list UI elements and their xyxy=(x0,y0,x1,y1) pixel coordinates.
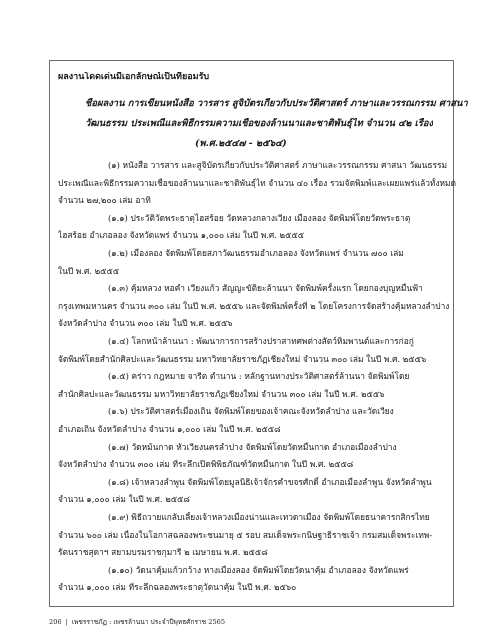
body-line: ในปี พ.ศ. ๒๕๕๕ xyxy=(58,265,120,276)
section-title: ผลงานโดดเด่นมีเอกลักษณ์เป็นที่ยอมรับ xyxy=(58,72,210,82)
body-line: (๑.๖) ประวัติศาสตร์เมืองเถิน จัดพิมพ์โดยของเจ้าคณะจังหวัดลำปาง และวัดเวียง xyxy=(108,406,394,417)
body-line: (๑.๑๐) วัดนาคุ้มแก้วกว้าง หางเมืองลอง จัดพิมพ์โดยวัดนาคุ้ม อำเภอลอง จังหวัดแพร่ xyxy=(108,564,409,575)
body-line: รัตนราชสุดาฯ สยามบรมราชกุมารี ๒ เมษายน พ.ศ. ๒๕๕๘ xyxy=(58,547,268,558)
body-line: จำนวน ๑,๐๐๐ เล่ม ที่ระลึกฉลองพระธาตุวัดนาคุ้ม ในปี พ.ศ. ๒๕๖๐ xyxy=(58,582,297,593)
page-number: 206 xyxy=(49,618,62,626)
body-line: (๑.๔) โลกหน้าล้านนา : พัฒนาการการสร้างปราสาทศพต่างสัตว์หิมพานต์และการก่อกู่ xyxy=(108,336,414,346)
work-title-line-1: ชื่อผลงาน การเขียนหนังสือ วารสาร สูจิบัตรเกี่ยวกับประวัติศาสตร์ ภาษาและวรรณกรรม ศาสนา xyxy=(85,98,468,109)
body-line: จำนวน ๖๐๐ เล่ม เนื่องในโอกาสฉลองพระชนมายุ ๕ รอบ สมเด็จพระกนิษฐาธิราชเจ้า กรมสมเด็จพระเทพ- xyxy=(58,529,433,540)
body-line: จำนวน ๒๗,๒๐๐ เล่ม อาทิ xyxy=(58,195,151,206)
body-line: จำนวน ๑,๐๐๐ เล่ม ในปี พ.ศ. ๒๕๕๘ xyxy=(58,494,190,505)
body-line: (๑.๕) คร่าว กฎหมาย จารีต ตำนาน : หลักฐานทางประวัติศาสตร์ล้านนา จัดพิมพ์โดย xyxy=(108,371,410,382)
body-line: (๑.๘) เจ้าหลวงลำพูน จัดพิมพ์โดยมูลนิธิเจ้าจักรคำขจรศักดิ์ อำเภอเมืองลำพูน จังหวัดลำพูน xyxy=(108,476,432,487)
body-line: (๑.๒) เมืองลอง จัดพิมพ์โดยสภาวัฒนธรรมอำเภอลอง จังหวัดแพร่ จำนวน ๗๐๐ เล่ม xyxy=(108,248,404,258)
body-line: สำนักศิลปะและวัฒนธรรม มหาวิทยาลัยราชภัฏเชียงใหม่ จำนวน ๓๐๐ เล่ม ในปี พ.ศ. ๒๕๕๖ xyxy=(58,388,385,399)
body-line: กรุงเทพมหานคร จำนวน ๓๐๐ เล่ม ในปี พ.ศ. ๒๕๕๖ และจัดพิมพ์ครั้งที่ ๒ โดยโครงการจัดสร้างคุ้มหลวงลำปาง xyxy=(58,300,450,311)
body-line: จังหวัดลำปาง จำนวน ๓๐๐ เล่ม ในปี พ.ศ. ๒๕๕๖ xyxy=(58,318,233,329)
work-title-line-2: วัฒนธรรม ประเพณีและพิธีกรรมความเชื่อของล้านนาและชาติพันธุ์ไท จำนวน ๔๒ เรื่อง xyxy=(85,118,434,129)
body-line: อำเภอเถิน จังหวัดลำปาง จำนวน ๑,๐๐๐ เล่ม ในปี พ.ศ. ๒๕๕๘ xyxy=(58,424,281,434)
body-line: (๑.๑) ประวัติวัดพระธาตุไฮสร้อย วัดหลวงกลางเวียง เมืองลอง จัดพิมพ์โดยวัดพระธาตุ xyxy=(108,212,411,223)
work-title-years: (พ.ศ.๒๕๔๗ - ๒๕๖๔) xyxy=(195,138,287,149)
footer-separator: | xyxy=(65,618,68,626)
body-line: (๑) หนังสือ วารสาร และสูจิบัตรเกี่ยวกับประวัติศาสตร์ ภาษาและวรรณกรรม ศาสนา วัฒนธรรม xyxy=(108,160,447,170)
body-line: (๑.๗) วัดหม้นกาด หัวเวียงนครลำปาง จัดพิมพ์โดยวัดหมื่นกาด อำเภอเมืองลำปาง xyxy=(108,441,397,452)
body-line: จังหวัดลำปาง จำนวน ๓๐๐ เล่ม ที่ระลึกเปิดพิพิธภัณฑ์วัดหมื่นกาด ในปี พ.ศ. ๒๕๕๘ xyxy=(58,459,354,470)
footer-publication-title: เพชรราชภัฏ : เพชรล้านนา ประจำปีพุทธศักราช 2565 xyxy=(71,618,226,626)
page-footer xyxy=(49,616,225,627)
body-line: (๑.๙) พิธีถวายแกลับเลี้ยงเจ้าหลวงเมืองน่านและเทวดาเมือง จัดพิมพ์โดยธนาคารกสิกรไทย xyxy=(108,512,430,522)
body-line: ไฮสร้อย อำเภอลอง จังหวัดแพร่ จำนวน ๑,๐๐๐ เล่ม ในปี พ.ศ. ๒๕๕๕ xyxy=(58,230,305,241)
body-line: ประเพณีและพิธีกรรมความเชื่อของล้านนาและชาติพันธุ์ไท จำนวน ๔๐ เรื่อง รวมจัดพิมพ์และเผยแพร่แล้วทั้งหมด xyxy=(58,177,457,188)
body-line: จัดพิมพ์โดยสำนักศิลปะและวัฒนธรรม มหาวิทยาลัยราชภัฏเชียงใหม่ จำนวน ๓๐๐ เล่ม ในปี พ.ศ. ๒๕๕๖ xyxy=(58,353,427,364)
body-line: (๑.๓) คุ้มหลวง หอคำ เวียงแก้ว สัญญะขัติยะล้านนา จัดพิมพ์ครั้งแรก โดยกองบุญหมื่นฟ้า xyxy=(108,283,423,294)
